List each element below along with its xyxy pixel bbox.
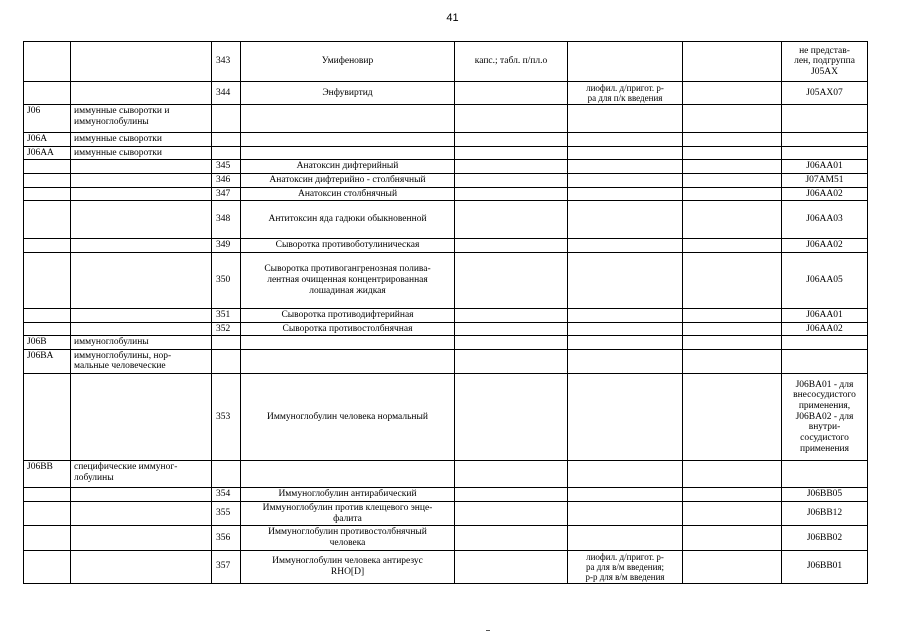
table-row [24,322,868,336]
row-atc-code: J06AA05 [782,252,868,308]
table-row [24,526,868,550]
row-drug-name: Сыворотка противогангренозная полива- лентная очищенная концентрированная лошадиная жидкая [241,252,455,308]
row-dosage-form [455,502,568,526]
row-dosage-form [455,252,568,308]
row-dosage-form-alt [568,322,683,336]
row-number: 349 [212,239,241,253]
table-row [24,336,868,350]
row-dosage-form-alt [568,105,683,133]
row-extra [683,349,782,373]
row-group: иммунные сыворотки [71,146,212,160]
row-drug-name: Анатоксин дифтерийный [241,160,455,174]
row-extra [683,160,782,174]
row-drug-name: Сыворотка противоботулиническая [241,239,455,253]
row-extra [683,308,782,322]
row-group [71,82,212,105]
table-row [24,252,868,308]
row-atc-code: J06AA02 [782,187,868,201]
row-code [24,187,71,201]
row-dosage-form-alt [568,488,683,502]
table-row [24,550,868,583]
row-code [24,252,71,308]
table-row [24,488,868,502]
row-atc-code: J06AA02 [782,239,868,253]
row-dosage-form [455,349,568,373]
row-code [24,82,71,105]
row-drug-name: Иммуноглобулин противостолбнячный человека [241,526,455,550]
row-code: J06AA [24,146,71,160]
row-number: 357 [212,550,241,583]
table-row [24,146,868,160]
row-dosage-form-alt [568,526,683,550]
row-code: J06 [24,105,71,133]
row-extra [683,502,782,526]
row-atc-code: J06BA01 - для внесосудистого применения, J06BA02 - для внутри- сосудистого применения [782,374,868,461]
row-group [71,160,212,174]
row-number: 347 [212,187,241,201]
row-extra [683,488,782,502]
row-dosage-form [455,82,568,105]
row-drug-name: Энфувиртид [241,82,455,105]
row-atc-code [782,105,868,133]
row-dosage-form-alt [568,502,683,526]
table-row [24,308,868,322]
row-dosage-form-alt [568,374,683,461]
row-group [71,252,212,308]
row-dosage-form [455,308,568,322]
row-extra [683,550,782,583]
row-extra [683,239,782,253]
row-atc-code [782,146,868,160]
row-group [71,550,212,583]
row-dosage-form-alt [568,252,683,308]
row-dosage-form-alt [568,187,683,201]
row-group: иммунные сыворотки [71,133,212,147]
row-dosage-form-alt [568,201,683,239]
row-code [24,308,71,322]
row-code [24,488,71,502]
table-row [24,239,868,253]
row-extra [683,322,782,336]
row-drug-name [241,133,455,147]
row-dosage-form-alt [568,336,683,350]
row-atc-code [782,336,868,350]
row-number: 343 [212,42,241,82]
row-dosage-form [455,374,568,461]
table-row [24,82,868,105]
row-extra [683,461,782,488]
row-group [71,201,212,239]
row-number [212,349,241,373]
row-code: J06BA [24,349,71,373]
row-dosage-form [455,174,568,188]
row-extra [683,42,782,82]
row-drug-name [241,146,455,160]
row-extra [683,526,782,550]
table-row [24,461,868,488]
row-atc-code: J06AA03 [782,201,868,239]
row-atc-code: J07AM51 [782,174,868,188]
row-code [24,239,71,253]
row-dosage-form [455,461,568,488]
row-atc-code: J06BB12 [782,502,868,526]
row-dosage-form [455,322,568,336]
row-dosage-form-alt [568,239,683,253]
row-drug-name: Сыворотка противостолбнячная [241,322,455,336]
row-dosage-form: капс.; табл. п/пл.о [455,42,568,82]
row-group [71,239,212,253]
row-dosage-form-alt [568,146,683,160]
table-row [24,349,868,373]
row-number [212,461,241,488]
row-extra [683,201,782,239]
row-atc-code [782,349,868,373]
row-drug-name [241,461,455,488]
row-dosage-form-alt [568,174,683,188]
row-code: J06B [24,336,71,350]
row-group [71,502,212,526]
row-atc-code: J05AX07 [782,82,868,105]
table-row [24,502,868,526]
row-drug-name: Сыворотка противодифтерийная [241,308,455,322]
row-atc-code: J06AA02 [782,322,868,336]
row-group [71,526,212,550]
row-group [71,187,212,201]
row-group: специфические иммуног- лобулины [71,461,212,488]
row-code [24,502,71,526]
table-row [24,174,868,188]
row-extra [683,146,782,160]
row-group [71,374,212,461]
scan-mark [486,630,492,632]
row-atc-code [782,461,868,488]
row-code: J06BB [24,461,71,488]
row-group: иммуноглобулины, нор- мальные человеческие [71,349,212,373]
row-code [24,42,71,82]
row-number [212,133,241,147]
row-extra [683,105,782,133]
row-number [212,336,241,350]
table-row [24,42,868,82]
row-dosage-form-alt [568,160,683,174]
row-dosage-form-alt [568,461,683,488]
row-number: 356 [212,526,241,550]
row-code [24,322,71,336]
row-number: 354 [212,488,241,502]
row-code: J06A [24,133,71,147]
row-number: 350 [212,252,241,308]
row-group [71,42,212,82]
row-drug-name: Иммуноглобулин человека антирезус RHO[D] [241,550,455,583]
row-code [24,174,71,188]
row-dosage-form [455,239,568,253]
row-group [71,322,212,336]
row-drug-name: Иммуноглобулин человека нормальный [241,374,455,461]
row-number [212,146,241,160]
row-atc-code: J06BB02 [782,526,868,550]
row-group [71,308,212,322]
row-dosage-form [455,160,568,174]
row-code [24,201,71,239]
row-number: 351 [212,308,241,322]
row-number: 348 [212,201,241,239]
row-dosage-form [455,526,568,550]
row-dosage-form [455,146,568,160]
row-extra [683,82,782,105]
row-group: иммунные сыворотки и иммуноглобулины [71,105,212,133]
row-dosage-form [455,187,568,201]
row-extra [683,174,782,188]
row-number: 353 [212,374,241,461]
row-dosage-form [455,133,568,147]
table-row [24,374,868,461]
row-dosage-form [455,201,568,239]
row-extra [683,336,782,350]
row-drug-name: Иммуноглобулин против клещевого энце- фалита [241,502,455,526]
row-extra [683,133,782,147]
row-code [24,374,71,461]
row-number: 352 [212,322,241,336]
row-extra [683,252,782,308]
row-dosage-form [455,105,568,133]
row-drug-name: Умифеновир [241,42,455,82]
row-atc-code: J06AA01 [782,160,868,174]
row-drug-name [241,336,455,350]
row-group [71,174,212,188]
row-drug-name [241,349,455,373]
row-drug-name [241,105,455,133]
row-number: 345 [212,160,241,174]
table-row [24,133,868,147]
row-drug-name: Антитоксин яда гадюки обыкновенной [241,201,455,239]
row-drug-name: Анатоксин столбнячный [241,187,455,201]
row-dosage-form-alt [568,42,683,82]
row-dosage-form-alt [568,349,683,373]
row-dosage-form-alt: лиофил. д/пригот. р- ра для п/к введения [568,82,683,105]
row-drug-name: Анатоксин дифтерийно - столбнячный [241,174,455,188]
row-number: 355 [212,502,241,526]
row-number: 346 [212,174,241,188]
row-dosage-form [455,336,568,350]
row-code [24,526,71,550]
row-code [24,550,71,583]
table-row [24,105,868,133]
row-extra [683,187,782,201]
row-code [24,160,71,174]
table-body [24,42,868,584]
drug-list-table [23,41,868,584]
table-row [24,160,868,174]
row-dosage-form-alt [568,308,683,322]
row-number [212,105,241,133]
row-extra [683,374,782,461]
row-dosage-form [455,488,568,502]
row-atc-code: J06AA01 [782,308,868,322]
row-number: 344 [212,82,241,105]
row-group: иммуноглобулины [71,336,212,350]
row-group [71,488,212,502]
row-atc-code [782,133,868,147]
row-drug-name: Иммуноглобулин антирабический [241,488,455,502]
table-row [24,187,868,201]
row-atc-code: J06BB01 [782,550,868,583]
row-dosage-form [455,550,568,583]
row-dosage-form-alt [568,133,683,147]
row-atc-code: не представ- лен, подгруппа J05AX [782,42,868,82]
row-atc-code: J06BB05 [782,488,868,502]
page-number: 41 [446,12,459,24]
table-row [24,201,868,239]
row-dosage-form-alt: лиофил. д/пригот. р- ра для в/м введения; р-р для в/м введения [568,550,683,583]
